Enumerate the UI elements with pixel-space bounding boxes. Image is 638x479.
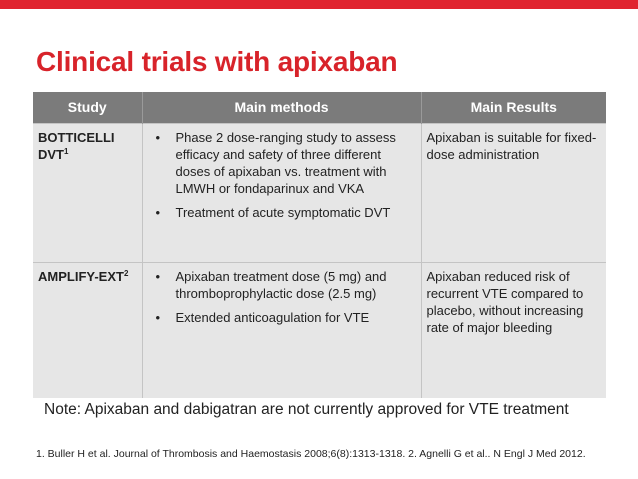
list-item xyxy=(148,129,416,197)
study-reference: 1 xyxy=(64,147,69,156)
results-cell: Apixaban reduced risk of recurrent VTE compared to placebo, without increasing rate of major bleeding xyxy=(421,263,606,399)
top-accent-bar xyxy=(0,0,638,9)
header-main-results: Main Results xyxy=(421,92,606,124)
bullet-icon: • xyxy=(155,269,161,284)
list-item xyxy=(148,268,416,302)
list-item xyxy=(148,204,416,221)
methods-cell xyxy=(142,124,421,263)
study-cell xyxy=(33,263,142,399)
header-main-methods: Main methods xyxy=(142,92,421,124)
method-text: Phase 2 dose-ranging study to assess efficacy and safety of three different doses of apixaban vs. treatment with LMWH or fondaparinux and VKA xyxy=(175,130,396,196)
table-header-row xyxy=(33,92,606,124)
table-row xyxy=(33,263,606,399)
study-cell xyxy=(33,124,142,263)
note-text: Note: Apixaban and dabigatran are not currently approved for VTE treatment xyxy=(44,401,569,418)
method-text: Treatment of acute symptomatic DVT xyxy=(175,205,391,220)
bullet-icon: • xyxy=(155,310,161,325)
method-text: Extended anticoagulation for VTE xyxy=(175,310,370,325)
trials-table xyxy=(33,92,606,398)
header-study: Study xyxy=(33,92,142,124)
bullet-icon: • xyxy=(155,130,161,145)
methods-list xyxy=(148,129,416,221)
list-item xyxy=(148,309,416,326)
methods-cell xyxy=(142,263,421,399)
method-text: Apixaban treatment dose (5 mg) and thromboprophylactic dose (2.5 mg) xyxy=(175,269,387,301)
study-reference: 2 xyxy=(123,269,129,278)
study-name: AMPLIFY-EXT xyxy=(38,269,124,284)
references-footnote: 1. Buller H et al. Journal of Thrombosis and Haemostasis 2008;6(8):1313-1318. 2. Agnelli G et al.. N Engl J Med 2012. xyxy=(36,448,586,460)
results-cell: Apixaban is suitable for fixed-dose administration xyxy=(421,124,606,263)
study-name: BOTTICELLI DVT xyxy=(38,130,115,162)
bullet-icon: • xyxy=(155,205,161,220)
slide-title: Clinical trials with apixaban xyxy=(36,46,398,77)
table-row xyxy=(33,124,606,263)
methods-list xyxy=(148,268,416,326)
